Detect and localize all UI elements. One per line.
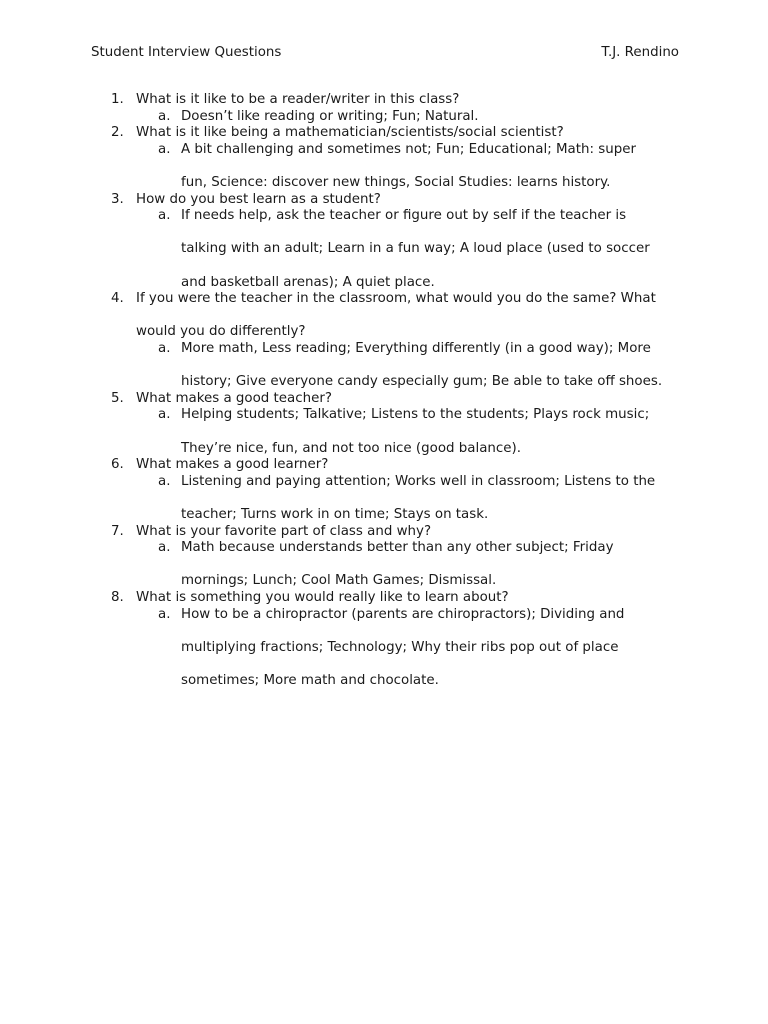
answer-text: sometimes; More math and chocolate.: [181, 673, 439, 688]
answer-text: Doesn’t like reading or writing; Fun; Natural.: [181, 108, 479, 124]
question-number: 6.: [111, 457, 124, 473]
page-header: [91, 45, 679, 63]
answer-letter: a.: [158, 407, 171, 423]
question-number: 3.: [111, 191, 124, 207]
question-number: 8.: [111, 590, 124, 605]
answer-letter: a.: [158, 341, 171, 356]
answer-text: A bit challenging and sometimes not; Fun; Educational; Math: super: [181, 141, 636, 157]
question-number: 5.: [111, 390, 124, 406]
answer-text: How to be a chiropractor (parents are chiropractors); Dividing and: [181, 606, 625, 622]
question-text: would you do differently?: [136, 324, 306, 340]
answer-text: and basketball arenas); A quiet place.: [181, 274, 435, 290]
answer-letter: a.: [158, 141, 171, 157]
answer-text: fun, Science: discover new things, Social Studies: learns history.: [181, 175, 611, 190]
answer-text: Helping students; Talkative; Listens to the students; Plays rock music;: [181, 407, 650, 423]
question-text: What is your favorite part of class and why?: [136, 523, 432, 539]
question-text: What makes a good learner?: [136, 457, 329, 473]
question-text: What makes a good teacher?: [136, 390, 332, 406]
answer-text: talking with an adult; Learn in a fun way; A loud place (used to soccer: [181, 241, 650, 257]
question-text: If you were the teacher in the classroom, what would you do the same? What: [136, 291, 656, 307]
answer-letter: a.: [158, 108, 171, 124]
question-number: 1.: [111, 92, 124, 107]
answer-text: history; Give everyone candy especially gum; Be able to take off shoes.: [181, 374, 663, 390]
question-text: What is something you would really like to learn about?: [136, 590, 509, 605]
answer-text: mornings; Lunch; Cool Math Games; Dismissal.: [181, 573, 497, 589]
document-title: Student Interview Questions: [91, 45, 282, 60]
answer-letter: a.: [158, 208, 171, 224]
answer-text: Math because understands better than any other subject; Friday: [181, 540, 614, 556]
document-author: T.J. Rendino: [601, 45, 679, 60]
answer-letter: a.: [158, 473, 171, 489]
answer-letter: a.: [158, 606, 171, 622]
question-number: 4.: [111, 291, 124, 307]
question-text: What is it like being a mathematician/scientists/social scientist?: [136, 125, 564, 141]
answer-text: teacher; Turns work in on time; Stays on task.: [181, 507, 489, 522]
answer-text: They’re nice, fun, and not too nice (good balance).: [181, 440, 521, 456]
question-number: 7.: [111, 523, 124, 539]
question-text: What is it like to be a reader/writer in this class?: [136, 92, 460, 107]
question-number: 2.: [111, 125, 124, 141]
answer-text: multiplying fractions; Technology; Why their ribs pop out of place: [181, 639, 619, 655]
answer-text: If needs help, ask the teacher or figure out by self if the teacher is: [181, 208, 627, 224]
answer-text: More math, Less reading; Everything differently (in a good way); More: [181, 341, 651, 356]
answer-letter: a.: [158, 540, 171, 556]
question-text: How do you best learn as a student?: [136, 191, 381, 207]
answer-text: Listening and paying attention; Works well in classroom; Listens to the: [181, 473, 656, 489]
